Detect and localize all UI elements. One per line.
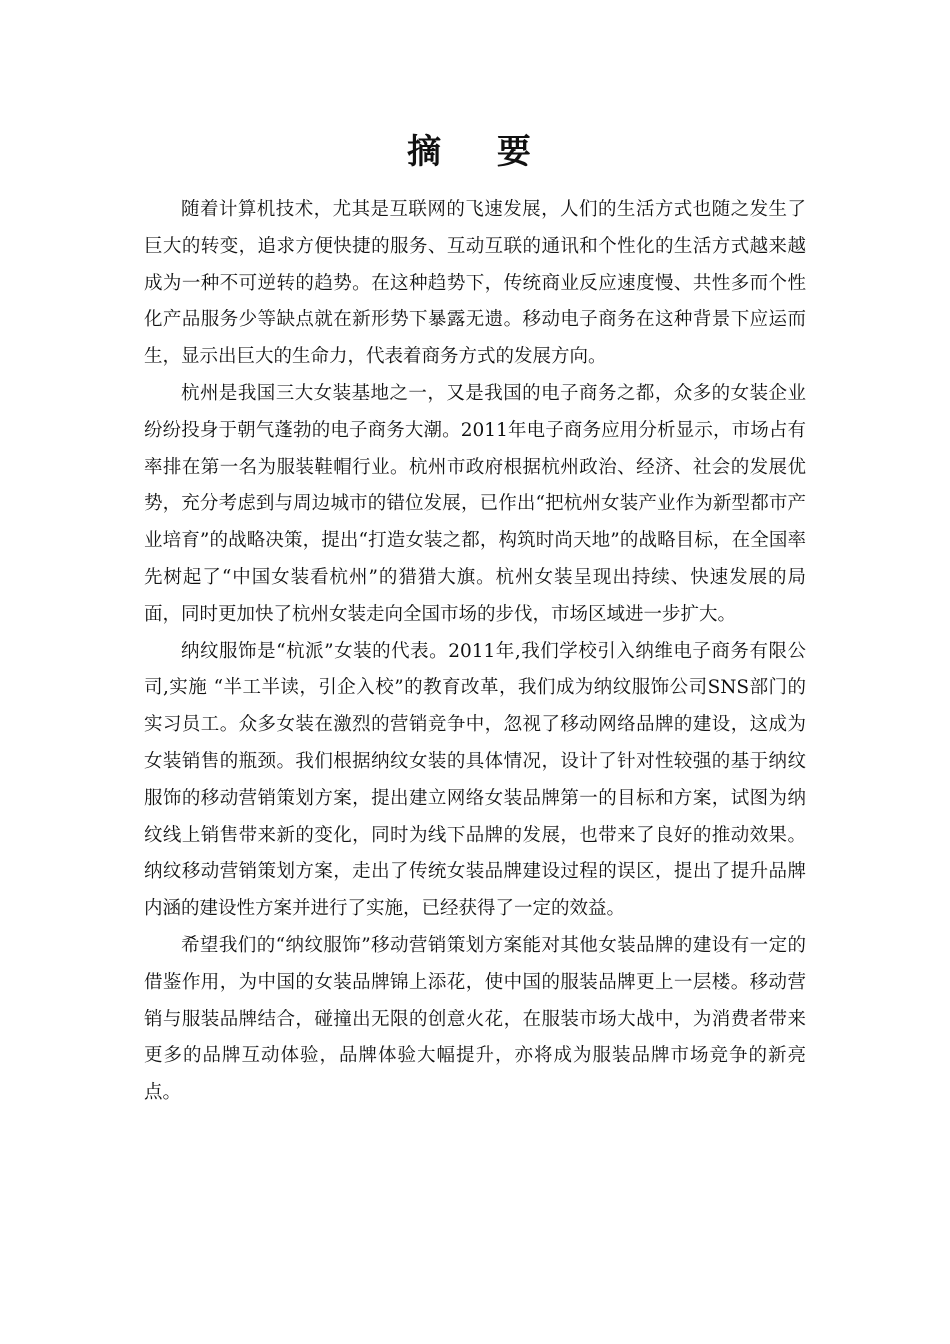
abstract-paragraph-1: 随着计算机技术，尤其是互联网的飞速发展，人们的生活方式也随之发生了巨大的转变，追求方便快捷的服务、互动互联的通讯和个性化的生活方式越来越成为一种不可逆转的趋势。在这种趋势下，传统商业反应速度慢、共性多而个性化产品服务少等缺点就在新形势下暴露无遗。移动电子商务在这种背景下应运而生，显示出巨大的生命力，代表着商务方式的发展方向。: [144, 199, 806, 368]
abstract-paragraph-4: 希望我们的“纳纹服饰”移动营销策划方案能对其他女装品牌的建设有一定的借鉴作用，为中国的女装品牌锦上添花，使中国的服装品牌更上一层楼。移动营销与服装品牌结合，碰撞出无限的创意火花，在服装市场大战中，为消费者带来更多的品牌互动体验，品牌体验大幅提升，亦将成为服装品牌市场竞争的新亮点。: [144, 934, 806, 1104]
abstract-paragraph-2: 杭州是我国三大女装基地之一，又是我国的电子商务之都，众多的女装企业纷纷投身于朝气蓬勃的电子商务大潮。2011年电子商务应用分析显示，市场占有率排在第一名为服装鞋帽行业。杭州市政府根据杭州政治、经济、社会的发展优势，充分考虑到与周边城市的错位发展，已作出“把杭州女装产业作为新型都市产业培育”的战略决策，提出“打造女装之都，构筑时尚天地”的战略目标，在全国率先树起了“中国女装看杭州”的猎猎大旗。杭州女装呈现出持续、快速发展的局面，同时更加快了杭州女装走向全国市场的步伐，市场区域进一步扩大。: [144, 382, 806, 625]
abstract-paragraph-3: 纳纹服饰是“杭派”女装的代表。2011年,我们学校引入纳维电子商务有限公司,实施 “半工半读，引企入校”的教育改革，我们成为纳纹服饰公司SNS部门的实习员工。众多女装在激烈的营销竞争中，忽视了移动网络品牌的建设，这成为女装销售的瓶颈。我们根据纳纹女装的具体情况，设计了针对性较强的基于纳纹服饰的移动营销策划方案，提出建立网络女装品牌第一的目标和方案，试图为纳纹线上销售带来新的变化，同时为线下品牌的发展，也带来了良好的推动效果。纳纹移动营销策划方案，走出了传统女装品牌建设过程的误区，提出了提升品牌内涵的建设性方案并进行了实施，已经获得了一定的效益。: [144, 640, 806, 920]
abstract-title: 摘 要: [407, 132, 553, 172]
abstract-body: [144, 192, 806, 1112]
